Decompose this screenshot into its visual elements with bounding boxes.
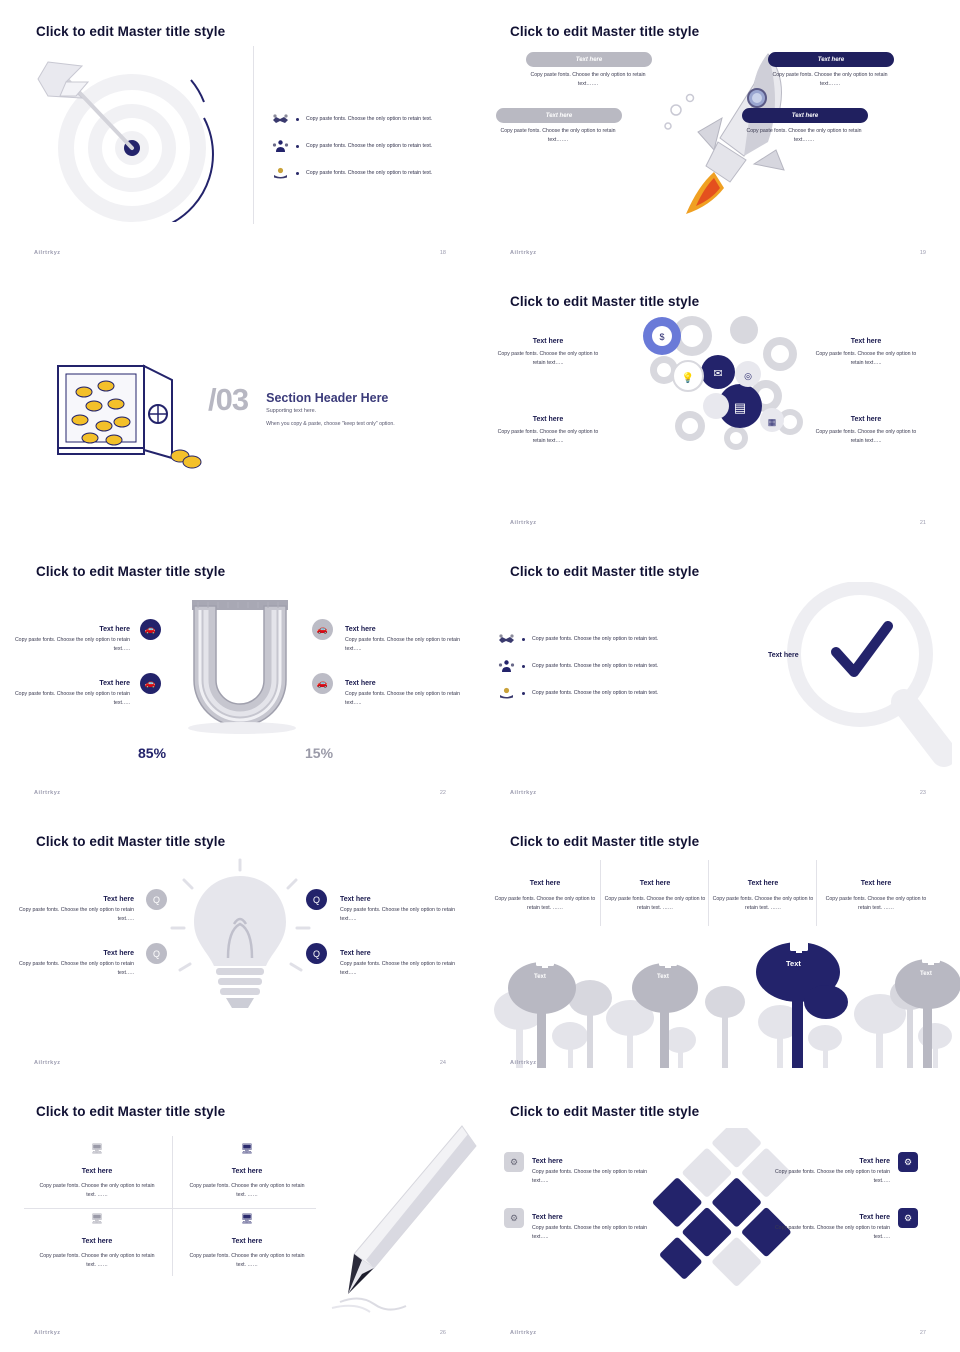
item-body: Copy paste fonts. Choose the only option to retain text. …… bbox=[189, 1253, 305, 1268]
footer-logo: Ailrtrkyz bbox=[34, 1330, 61, 1336]
diamond-item-2 bbox=[768, 1150, 890, 1185]
caption: Copy paste fonts. Choose the only option to retain text……. bbox=[746, 128, 862, 143]
item-body: Copy paste fonts. Choose the only option to retain text….. bbox=[18, 961, 134, 976]
item-label: Text here bbox=[103, 950, 134, 957]
slide-gears[interactable] bbox=[480, 270, 960, 538]
list-item-label: Copy paste fonts. Choose the only option to retain text. bbox=[306, 116, 433, 122]
item-label: Text here bbox=[859, 1214, 890, 1221]
diamond-item-1 bbox=[532, 1150, 654, 1185]
bulb-item-1 bbox=[14, 888, 134, 923]
monitor-icon: 🖥 bbox=[240, 1144, 254, 1155]
section-number: /03 bbox=[208, 382, 249, 417]
pencil-quad-1 bbox=[38, 1144, 156, 1199]
monitor-icon bbox=[657, 953, 679, 969]
tree-label-1: Text bbox=[534, 974, 546, 980]
bullet-list bbox=[272, 112, 452, 193]
page-number: 26 bbox=[439, 1330, 446, 1336]
divider bbox=[172, 1136, 173, 1276]
search-circle-icon[interactable]: Q bbox=[146, 889, 167, 910]
page-title: Click to edit Master title style bbox=[510, 834, 700, 849]
item-body: Copy paste fonts. Choose the only option to retain text….. bbox=[14, 637, 130, 652]
pencil-quad-4 bbox=[188, 1214, 306, 1269]
item-label: Text here bbox=[231, 1168, 263, 1175]
divider bbox=[708, 860, 709, 926]
column-label: Text here bbox=[860, 880, 892, 887]
handshake-icon bbox=[498, 632, 515, 646]
column-body: Copy paste fonts. Choose the only option to retain text. …… bbox=[712, 896, 814, 911]
caption: Copy paste fonts. Choose the only option to retain text……. bbox=[772, 72, 888, 87]
footer-logo: Ailrtrkyz bbox=[34, 1060, 61, 1066]
bulb-item-4 bbox=[340, 942, 460, 977]
tree-label-2: Text bbox=[657, 974, 669, 980]
slide-lightbulb[interactable] bbox=[0, 810, 480, 1078]
item-label: Text here bbox=[81, 1238, 113, 1245]
diamond-item-4 bbox=[768, 1206, 890, 1241]
page-title: Click to edit Master title style bbox=[510, 294, 700, 309]
page-number: 23 bbox=[919, 790, 926, 796]
list-item-label: Copy paste fonts. Choose the only option to retain text. bbox=[532, 636, 659, 642]
item-label: Text here bbox=[231, 1238, 263, 1245]
item-body: Copy paste fonts. Choose the only option to retain text. …… bbox=[189, 1183, 305, 1198]
svg-text:◎: ◎ bbox=[744, 371, 752, 381]
footer-logo: Ailrtrkyz bbox=[34, 250, 61, 256]
footer-logo: Ailrtrkyz bbox=[510, 250, 537, 256]
column-body: Copy paste fonts. Choose the only option to retain text. …… bbox=[494, 896, 596, 911]
item-label: Text here bbox=[103, 896, 134, 903]
caption: Copy paste fonts. Choose the only option to retain text……. bbox=[530, 72, 646, 87]
bullet-dot bbox=[522, 638, 525, 641]
handshake-icon bbox=[272, 112, 289, 126]
svg-text:▤: ▤ bbox=[733, 400, 747, 415]
section-header-block bbox=[208, 382, 395, 427]
car-icon[interactable]: 🚗 bbox=[140, 619, 161, 640]
column-label: Text here bbox=[532, 416, 564, 423]
page-number: 18 bbox=[439, 250, 446, 256]
page-number: 22 bbox=[439, 790, 446, 796]
svg-text:✉: ✉ bbox=[713, 368, 723, 380]
car-icon[interactable]: 🚗 bbox=[312, 619, 333, 640]
page-title: Click to edit Master title style bbox=[36, 1104, 226, 1119]
list-item-label: Copy paste fonts. Choose the only option to retain text. bbox=[306, 170, 433, 176]
divider bbox=[816, 860, 817, 926]
footer-logo: Ailrtrkyz bbox=[510, 1330, 537, 1336]
monitor-icon: 🖥 bbox=[90, 1214, 104, 1225]
search-circle-icon[interactable]: Q bbox=[306, 889, 327, 910]
tree-label-4: Text bbox=[920, 971, 932, 977]
page-title: Click to edit Master title style bbox=[36, 834, 226, 849]
column-body: Copy paste fonts. Choose the only option to retain text….. bbox=[497, 429, 599, 444]
slide-section-header[interactable] bbox=[0, 270, 480, 538]
slide-magnifier[interactable] bbox=[480, 540, 960, 808]
page-title: Click to edit Master title style bbox=[510, 24, 700, 39]
right-percentage: 15% bbox=[305, 745, 334, 761]
tree-column-1 bbox=[494, 872, 596, 912]
list-item-label: Copy paste fonts. Choose the only option to retain text. bbox=[306, 143, 433, 149]
column-body: Copy paste fonts. Choose the only option to retain text….. bbox=[497, 351, 599, 366]
item-body: Copy paste fonts. Choose the only option to retain text….. bbox=[18, 907, 134, 922]
item-label: Text here bbox=[340, 950, 371, 957]
bullet-dot bbox=[296, 172, 299, 175]
page-title: Click to edit Master title style bbox=[510, 564, 700, 579]
gears-icon[interactable]: ⚙ bbox=[504, 1152, 524, 1172]
item-body: Copy paste fonts. Choose the only option to retain text. …… bbox=[39, 1183, 155, 1198]
list-item-label: Copy paste fonts. Choose the only option to retain text. bbox=[532, 690, 659, 696]
column-body: Copy paste fonts. Choose the only option to retain text. …… bbox=[825, 896, 927, 911]
item-label: Text here bbox=[340, 896, 371, 903]
item-label: Text here bbox=[81, 1168, 113, 1175]
page-title: Click to edit Master title style bbox=[36, 564, 226, 579]
list-item-label: Copy paste fonts. Choose the only option to retain text. bbox=[532, 663, 659, 669]
bullet-dot bbox=[296, 145, 299, 148]
item-body: Copy paste fonts. Choose the only option to retain text. …… bbox=[39, 1253, 155, 1268]
people-group-icon bbox=[272, 139, 289, 153]
tree-column-4 bbox=[820, 872, 932, 912]
list-item[interactable] bbox=[272, 112, 452, 126]
slide-diamonds[interactable] bbox=[480, 1080, 960, 1348]
item-label: Text here bbox=[532, 1158, 563, 1165]
pencil-quad-3 bbox=[38, 1214, 156, 1269]
item-body: Copy paste fonts. Choose the only option to retain text….. bbox=[345, 637, 461, 652]
slide-magnet[interactable] bbox=[0, 540, 480, 808]
search-circle-icon[interactable]: Q bbox=[146, 943, 167, 964]
column-label: Text here bbox=[639, 880, 671, 887]
tree-column-2 bbox=[604, 872, 706, 912]
item-body: Copy paste fonts. Choose the only option to retain text….. bbox=[14, 691, 130, 706]
gear-column-1 bbox=[492, 338, 604, 367]
lightbulb-graphic bbox=[168, 858, 313, 1033]
bullet-dot bbox=[522, 665, 525, 668]
monitor-icon: 🖥 bbox=[240, 1214, 254, 1225]
column-label: Text here bbox=[532, 338, 564, 345]
slide-pencil[interactable] bbox=[0, 1080, 480, 1348]
tree-column-3 bbox=[712, 872, 814, 912]
safe-illustration bbox=[40, 348, 208, 483]
bulb-item-3 bbox=[14, 942, 134, 977]
column-body: Copy paste fonts. Choose the only option to retain text. …… bbox=[604, 896, 706, 911]
magnet-item-3 bbox=[14, 672, 130, 707]
list-item[interactable] bbox=[498, 659, 738, 673]
item-body: Copy paste fonts. Choose the only option to retain text….. bbox=[532, 1169, 648, 1184]
svg-text:💡: 💡 bbox=[681, 373, 695, 384]
item-body: Copy paste fonts. Choose the only option to retain text….. bbox=[774, 1225, 890, 1240]
monitor-icon: 🖥 bbox=[90, 1144, 104, 1155]
pencil-graphic bbox=[300, 1118, 480, 1323]
label-pill[interactable]: Text here bbox=[526, 52, 652, 67]
item-label: Text here bbox=[99, 626, 130, 633]
magnet-item-4 bbox=[345, 672, 461, 707]
item-body: Copy paste fonts. Choose the only option to retain text….. bbox=[345, 691, 461, 706]
label-pill[interactable]: Text here bbox=[768, 52, 894, 67]
section-heading: Section Header Here bbox=[266, 391, 389, 405]
tree-label-3: Text bbox=[786, 959, 801, 968]
page-title: Click to edit Master title style bbox=[36, 24, 226, 39]
footer-logo: Ailrtrkyz bbox=[510, 790, 537, 796]
page-number: 27 bbox=[919, 1330, 926, 1336]
column-body: Copy paste fonts. Choose the only option to retain text….. bbox=[815, 351, 917, 366]
section-note: When you copy & paste, choose "keep text only" option. bbox=[266, 421, 395, 427]
item-body: Copy paste fonts. Choose the only option to retain text….. bbox=[340, 961, 456, 976]
caption: Copy paste fonts. Choose the only option to retain text……. bbox=[500, 128, 616, 143]
magnet-item-2 bbox=[345, 618, 461, 653]
monitor-icon bbox=[788, 938, 810, 954]
label-pill[interactable]: Text here bbox=[496, 108, 622, 123]
gear-column-2 bbox=[810, 338, 922, 367]
page-title: Click to edit Master title style bbox=[510, 1104, 700, 1119]
item-body: Copy paste fonts. Choose the only option to retain text….. bbox=[532, 1225, 648, 1240]
column-label: Text here bbox=[850, 416, 882, 423]
column-label: Text here bbox=[747, 880, 779, 887]
section-subtitle: Supporting text here. bbox=[266, 408, 317, 414]
magnifier-graphic bbox=[772, 582, 952, 772]
list-item[interactable] bbox=[498, 632, 738, 646]
magnet-item-1 bbox=[14, 618, 130, 653]
slide-target[interactable] bbox=[0, 0, 480, 268]
page-number: 21 bbox=[919, 520, 926, 526]
column-label: Text here bbox=[529, 880, 561, 887]
footer-logo: Ailrtrkyz bbox=[510, 1060, 537, 1066]
slide-trees[interactable] bbox=[480, 810, 960, 1078]
item-body: Copy paste fonts. Choose the only option to retain text….. bbox=[340, 907, 456, 922]
footer-logo: Ailrtrkyz bbox=[34, 790, 61, 796]
gear-column-4 bbox=[810, 416, 922, 445]
car-icon[interactable]: 🚗 bbox=[140, 673, 161, 694]
hand-coin-icon bbox=[498, 686, 515, 700]
monitor-icon bbox=[534, 953, 556, 969]
gears-icon[interactable]: ⚙ bbox=[898, 1152, 918, 1172]
divider bbox=[24, 1208, 316, 1209]
item-label: Text here bbox=[859, 1158, 890, 1165]
gears-graphic bbox=[640, 310, 810, 485]
list-item[interactable] bbox=[272, 139, 452, 153]
center-label: Text here bbox=[768, 652, 799, 659]
bullet-list bbox=[498, 632, 738, 713]
list-item[interactable] bbox=[272, 166, 452, 180]
people-group-icon bbox=[498, 659, 515, 673]
page-number: 19 bbox=[919, 250, 926, 256]
list-item[interactable] bbox=[498, 686, 738, 700]
svg-text:▦: ▦ bbox=[767, 417, 777, 427]
item-label: Text here bbox=[345, 680, 376, 687]
item-label: Text here bbox=[99, 680, 130, 687]
label-pill[interactable]: Text here bbox=[742, 108, 868, 123]
svg-text:$: $ bbox=[659, 332, 665, 342]
search-circle-icon[interactable]: Q bbox=[306, 943, 327, 964]
left-percentage: 85% bbox=[138, 745, 167, 761]
bulb-item-2 bbox=[340, 888, 460, 923]
footer-logo: Ailrtrkyz bbox=[510, 520, 537, 526]
magnet-graphic bbox=[172, 596, 308, 741]
monitor-icon bbox=[920, 950, 942, 966]
bullet-dot bbox=[296, 118, 299, 121]
divider bbox=[253, 46, 254, 224]
diamond-item-3 bbox=[532, 1206, 654, 1241]
item-label: Text here bbox=[345, 626, 376, 633]
target-graphic bbox=[20, 52, 230, 222]
pencil-quad-2 bbox=[188, 1144, 306, 1199]
slide-rocket[interactable] bbox=[480, 0, 960, 268]
item-body: Copy paste fonts. Choose the only option to retain text….. bbox=[774, 1169, 890, 1184]
gears-icon[interactable]: ⚙ bbox=[898, 1208, 918, 1228]
hand-coin-icon bbox=[272, 166, 289, 180]
car-icon[interactable]: 🚗 bbox=[312, 673, 333, 694]
item-label: Text here bbox=[532, 1214, 563, 1221]
bullet-dot bbox=[522, 692, 525, 695]
gear-column-3 bbox=[492, 416, 604, 445]
page-number: 24 bbox=[439, 1060, 446, 1066]
gears-icon[interactable]: ⚙ bbox=[504, 1208, 524, 1228]
divider bbox=[600, 860, 601, 926]
column-body: Copy paste fonts. Choose the only option to retain text….. bbox=[815, 429, 917, 444]
column-label: Text here bbox=[850, 338, 882, 345]
